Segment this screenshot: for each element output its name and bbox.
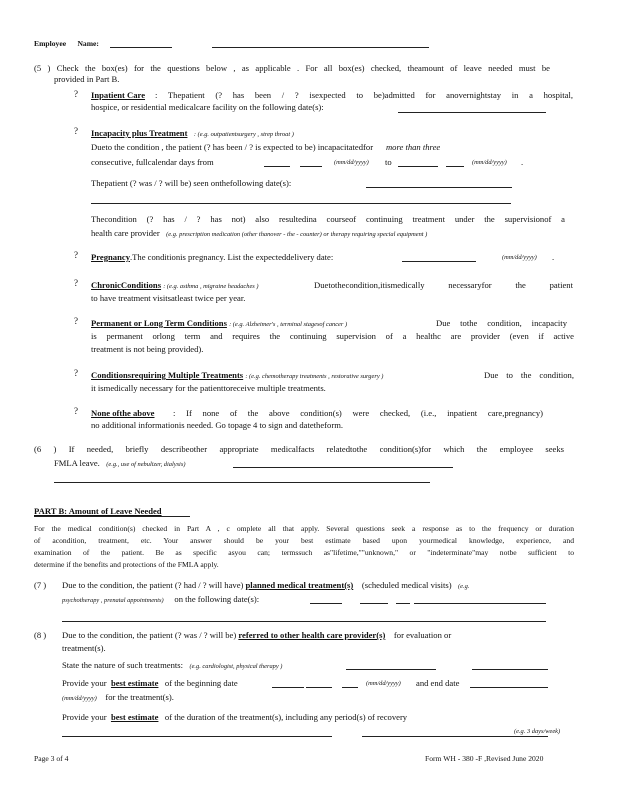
q8-nature-field[interactable] <box>346 669 436 670</box>
q8-line-6: Provide your best estimate of the duration of the treatment(s), including any period(s) of recovery <box>62 712 408 722</box>
q7-line-1: Due to the condition, the patient (? had / ? will have) planned medical treatment(s) (scheduled medical visits) (e.g. <box>62 580 470 590</box>
part-b-para-3: examination of the patient. Be as specific asyou can; termssuch as"lifetime,""unknown," or "indeterminate"may notbe sufficient to <box>34 548 574 557</box>
permanent-line-1: Due tothe condition, incapacity <box>436 318 567 328</box>
q7-date-field-b[interactable] <box>360 603 388 604</box>
q8-begin-format: (mm/dd/yyyy) <box>366 680 401 687</box>
none-checkbox[interactable]: ? <box>74 406 78 416</box>
part-b-para-1: For the medical condition(s) checked in Part A , c omplete all that apply. Several questions seek a response as to the frequency or duration <box>34 524 574 533</box>
incapacity-continuing-text: Thecondition (? has / ? has not) also resultedina courseof continuing treatment under the supervisionof a <box>91 214 565 224</box>
multiple-line-1: Due to the condition, <box>484 370 574 380</box>
q8-end-date-field[interactable] <box>470 687 548 688</box>
incapacity-seen-dates-field[interactable] <box>366 187 512 188</box>
incapacity-continuing-text-2: health care provider (e.g. prescription medication (other thanover - the - counter) or therapy requiring special equipment ) <box>91 228 428 238</box>
q8-nature-field-2[interactable] <box>472 669 548 670</box>
q7-line-2: psychotherapy , prenatal appointments) on the following date(s): <box>62 594 260 604</box>
chronic-line-1: Duetothecondition,itismedically necessaryfor the patient <box>314 280 573 290</box>
q6-facts-field[interactable] <box>233 467 453 468</box>
incapacity-to-date-b[interactable] <box>446 166 464 167</box>
part-b-title: PART B: Amount of Leave Needed <box>34 506 162 516</box>
permanent-line-3: treatment is not being provided). <box>91 344 204 354</box>
permanent-checkbox[interactable]: ? <box>74 316 78 326</box>
pregnancy-delivery-date-field[interactable] <box>402 261 476 262</box>
inpatient-checkbox[interactable]: ? <box>74 89 78 99</box>
inpatient-dates-field[interactable] <box>398 112 546 113</box>
q5-intro-2: provided in Part B. <box>54 74 120 84</box>
q7-date-field-c[interactable] <box>396 603 410 604</box>
multiple-title-row: Conditionsrequiring Multiple Treatments : (e.g. chemotherapy treatments , restorative surgery ) <box>91 370 384 380</box>
multiple-line-2: it ismedically necessary for the patienttoreceive multiple treatments. <box>91 383 326 393</box>
incapacity-from-date-a[interactable] <box>264 166 290 167</box>
q7-date-field-2[interactable] <box>62 621 546 622</box>
permanent-title-row: Permanent or Long Term Conditions : (e.g. Alzheimer's , terminal stagesof cancer ) <box>91 318 348 328</box>
q8-line-4: Provide your best estimate of the beginning date <box>62 678 238 688</box>
incapacity-seen-dates-field-2[interactable] <box>91 203 511 204</box>
q8-duration-field[interactable] <box>62 736 332 737</box>
inpatient-text-1: : Thepatient (? has been / ? isexpected to be)admitted for anovernightstay in a hospital, <box>155 90 573 100</box>
incapacity-checkbox[interactable]: ? <box>74 126 78 136</box>
q8-line-3: State the nature of such treatments: (e.g. cardiologist, physical therapy ) <box>62 660 283 670</box>
q8-line-1: Due to the condition, the patient (? was / ? will be) referred to other health care provider(s) for evaluation or <box>62 630 452 640</box>
chronic-line-2: to have treatment visitsatleast twice per year. <box>91 293 246 303</box>
q8-begin-date-a[interactable] <box>272 687 304 688</box>
chronic-title-row: ChronicConditions : (e.g. asthma , migraine headaches ) <box>91 280 259 290</box>
q8-duration-example: (e.g. 3 days/week) <box>514 728 561 735</box>
q6-line-2: FMLA leave. (e.g., use of nebulizer, dialysis) <box>54 458 186 468</box>
incapacity-title-row: Incapacity plus Treatment : (e.g. outpatientsurgery , strep throat ) <box>91 128 294 138</box>
part-b-para-2: of acondition, treatment, etc. Your answer should be your best estimate based upon yourmedical knowledge, experience, and <box>34 536 574 545</box>
permanent-line-2: is permanent orlong term and requires the continuing supervision of a healthc are provider (even if active <box>91 331 574 341</box>
q7-date-field-a[interactable] <box>310 603 342 604</box>
q8-line-5: (mm/dd/yyyy) for the treatment(s). <box>62 692 174 702</box>
incapacity-to-format: (mm/dd/yyyy) <box>472 159 507 166</box>
page-number: Page 3 of 4 <box>34 754 69 763</box>
q8-line-2: treatment(s). <box>62 643 106 653</box>
incapacity-from-format: (mm/dd/yyyy) <box>334 159 369 166</box>
chronic-checkbox[interactable]: ? <box>74 278 78 288</box>
q6-facts-field-2[interactable] <box>54 482 430 483</box>
inpatient-line-1: Inpatient Care <box>91 90 146 100</box>
incapacity-from-date-b[interactable] <box>300 166 322 167</box>
none-line-2: no additional informationis needed. Go topage 4 to sign and datetheform. <box>91 420 344 430</box>
incapacity-line-2: consecutive, fullcalendar days from <box>91 157 214 167</box>
part-b-underline <box>34 516 190 517</box>
none-line-1: : If none of the above condition(s) were checked, (i.e., inpatient care,pregnancy) <box>173 408 543 418</box>
q8-end-label: and end date <box>416 678 460 688</box>
incapacity-period: . <box>521 157 524 167</box>
part-b-para-4: determine if the benefits and protections of the FMLA apply. <box>34 560 219 569</box>
q8-begin-date-c[interactable] <box>342 687 358 688</box>
q7-date-field-d[interactable] <box>414 603 546 604</box>
incapacity-line-1: Dueto the condition , the patient (? has been / ? is expected to be) incapacitatedfor more than three <box>91 142 441 152</box>
none-title: None ofthe above <box>91 408 155 418</box>
employee-last-name-field[interactable] <box>212 47 429 48</box>
form-id: Form WH - 380 -F ,Revised June 2020 <box>425 754 544 763</box>
incapacity-seen-text: Thepatient (? was / ? will be) seen onthefollowing date(s): <box>91 178 292 188</box>
pregnancy-date-format: (mm/dd/yyyy) <box>502 254 537 261</box>
q5-intro: (5 ) Check the box(es) for the questions below , as applicable . For all box(es) checked, theamount of leave needed must be <box>34 63 550 73</box>
employee-label: Employee Name: <box>34 39 99 48</box>
inpatient-text-2: hospice, or residential medicalcare facility on the following date(s): <box>91 102 324 112</box>
q8-begin-date-b[interactable] <box>306 687 332 688</box>
incapacity-to-label: to <box>385 157 392 167</box>
pregnancy-period: . <box>552 252 555 262</box>
pregnancy-line: Pregnancy.The conditionis pregnancy. List the expecteddelivery date: <box>91 252 334 262</box>
multiple-checkbox[interactable]: ? <box>74 368 78 378</box>
q6-line-1: (6 ) If needed, briefly describeother appropriate medicalfacts relatedtothe condition(s)for which the employee seeks <box>34 444 564 454</box>
pregnancy-checkbox[interactable]: ? <box>74 250 78 260</box>
q7-number: (7 ) <box>34 580 47 590</box>
q8-duration-field-2[interactable] <box>362 736 548 737</box>
incapacity-to-date-a[interactable] <box>398 166 438 167</box>
q8-number: (8 ) <box>34 630 47 640</box>
employee-first-name-field[interactable] <box>110 47 172 48</box>
